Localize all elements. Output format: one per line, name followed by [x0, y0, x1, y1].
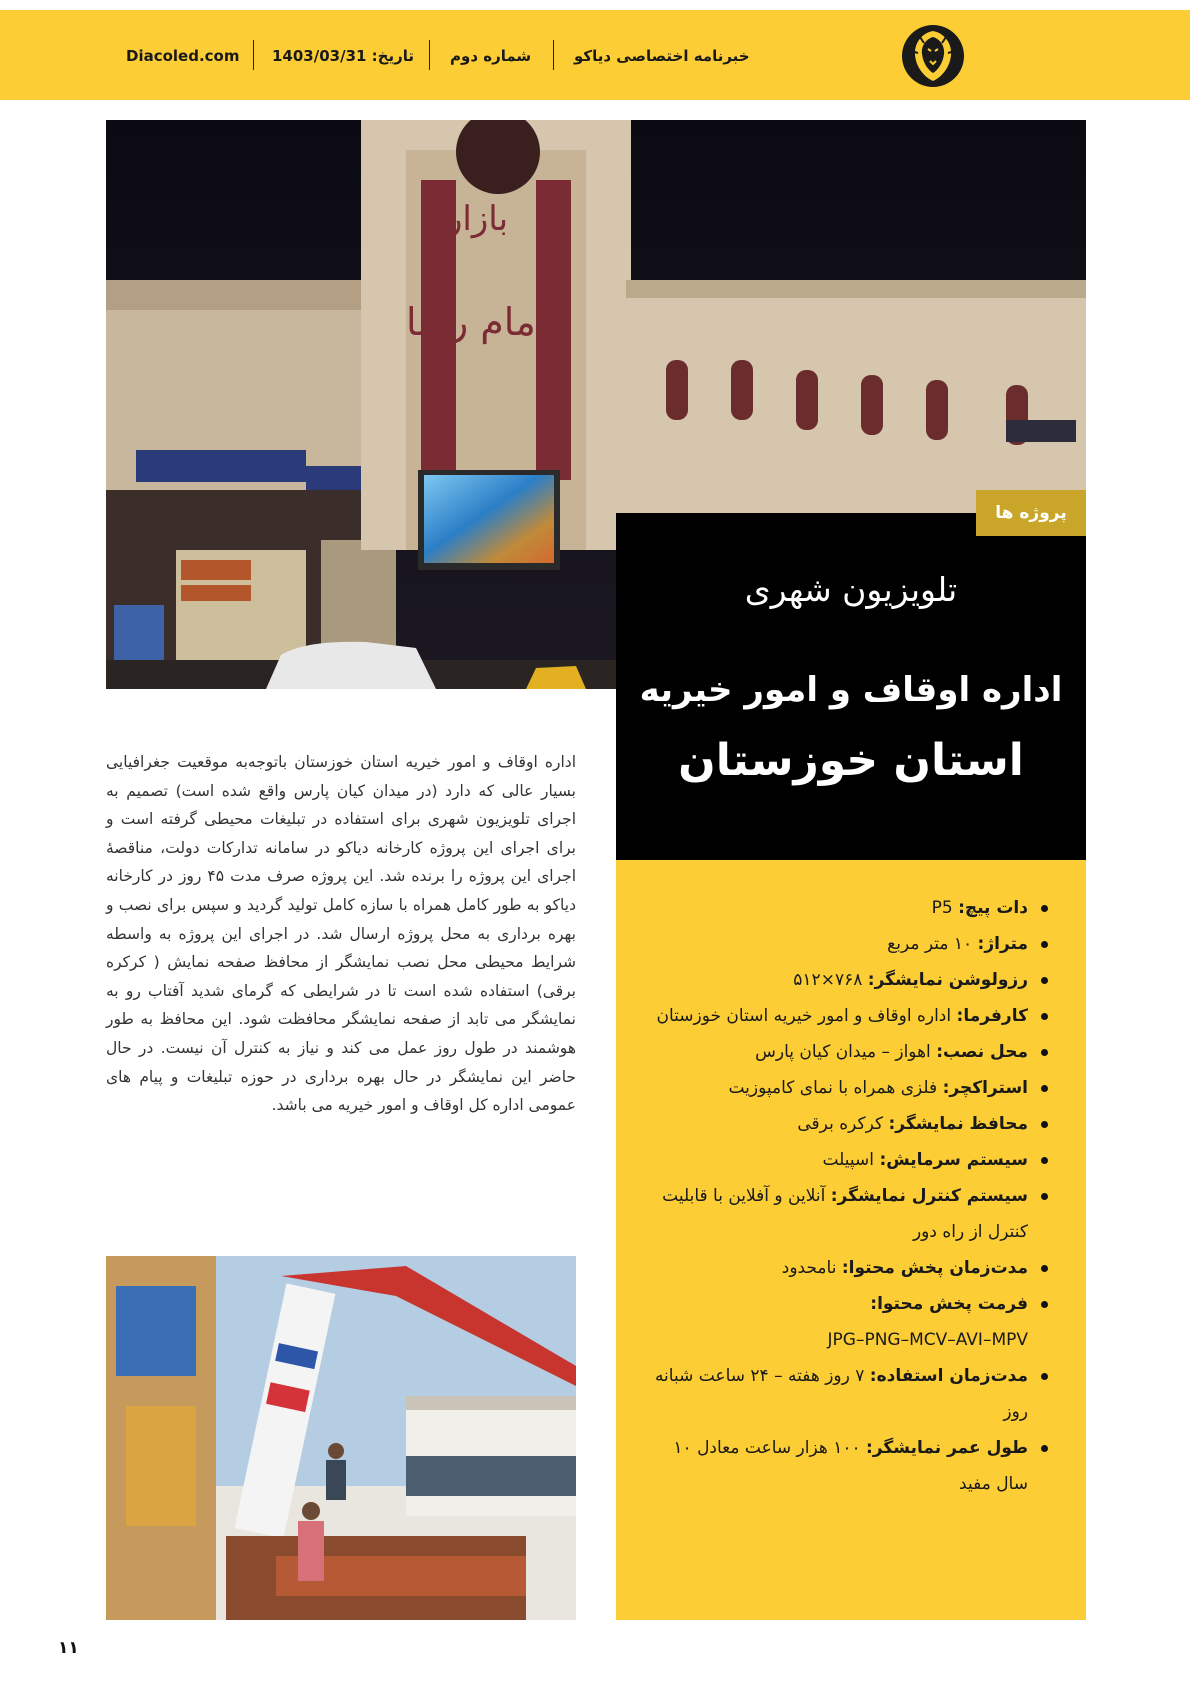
spec-item: دات پیچ: P5: [650, 890, 1050, 926]
spec-item: متراژ: ۱۰ متر مربع: [650, 926, 1050, 962]
installation-photo: [106, 1256, 576, 1620]
spec-item: مدت‌زمان استفاده: ۷ روز هفته – ۲۴ ساعت شبانه روز: [650, 1358, 1050, 1430]
spec-item: سیستم سرمایش: اسپیلت: [650, 1142, 1050, 1178]
project-subtitle: اداره اوقاف و امور خیریه: [639, 670, 1063, 710]
header-divider: [553, 40, 554, 70]
spec-item: مدت‌زمان پخش محتوا: نامحدود: [650, 1250, 1050, 1286]
project-province: استان خوزستان: [678, 735, 1024, 786]
header-divider: [429, 40, 430, 70]
spec-item: سیستم کنترل نمایشگر: آنلاین و آفلاین با قابلیت کنترل از راه دور: [650, 1178, 1050, 1250]
category-badge: پروژه ها: [976, 490, 1086, 536]
newsletter-title: خبرنامه اختصاصی دیاکو: [574, 47, 750, 65]
issue-date: تاریخ: 1403/03/31: [272, 47, 415, 65]
spec-item: استراکچر: فلزی همراه با نمای کامپوزیت: [650, 1070, 1050, 1106]
website-link[interactable]: Diacoled.com: [126, 47, 240, 65]
spec-item: طول عمر نمایشگر: ۱۰۰ هزار ساعت معادل ۱۰ سال مفید: [650, 1430, 1050, 1502]
spec-item: محافظ نمایشگر: کرکره برقی: [650, 1106, 1050, 1142]
imam-reza-sign: امام رضا: [406, 300, 547, 344]
issue-label: شماره دوم: [450, 47, 532, 65]
bazaar-sign: بازار: [446, 199, 509, 239]
header-bar: [0, 10, 1190, 100]
spec-item: کارفرما: اداره اوقاف و امور خیریه استان خوزستان: [650, 998, 1050, 1034]
spec-item: فرمت پخش محتوا: JPG–PNG–MCV–AVI–MPV: [650, 1286, 1050, 1358]
project-title: تلویزیون شهری: [744, 570, 958, 609]
project-description: اداره اوقاف و امور خیریه استان خوزستان باتوجه‌به موقعیت جغرافیایی بسیار عالی که دارد (در میدان کیان پارس واقع شده است) تصمیم به اجرای تلویزیون شهری برای استفاده در تبلیغات محیطی گرفته است و برای اجرای این پروژه کارخانه دیاکو در سامانه تدارکات دولت، مناقصهٔ اجرای این پروژه را برنده شد. این پروژه صرف مدت ۴۵ روز در کارخانه دیاکو به طور کامل همراه با سازه کامل تولید گردید و سپس برای نصب و بهره برداری به محل پروژه ارسال شد. در اجرای این پروژه به واسطه شرایط محیطی محل نصب نمایشگر از محافظ صفحه نمایش ( کرکره برقی) استفاده شده است تا در شرایطی که گرمای شدید آفتاب رو به نمایشگر می تابد از صفحه نمایشگر محافظت شود. این محافظ به طور هوشمند در طول روز عمل می کند و نیاز به کنترل آن نیست. در حال حاضر این نمایشگر در حال بهره برداری در حوزه تبلیغات و پیام های عمومی اداره کل اوقاف و امور خیریه می باشد.: [106, 753, 576, 1115]
page-number: ۱۱: [58, 1638, 79, 1658]
lion-logo-icon: [900, 23, 966, 89]
spec-item: محل نصب: اهواز – میدان کیان پارس: [650, 1034, 1050, 1070]
specs-list: [650, 890, 1050, 1502]
header-divider: [253, 40, 254, 70]
spec-item: رزولوشن نمایشگر: ۷۶۸×۵۱۲: [650, 962, 1050, 998]
